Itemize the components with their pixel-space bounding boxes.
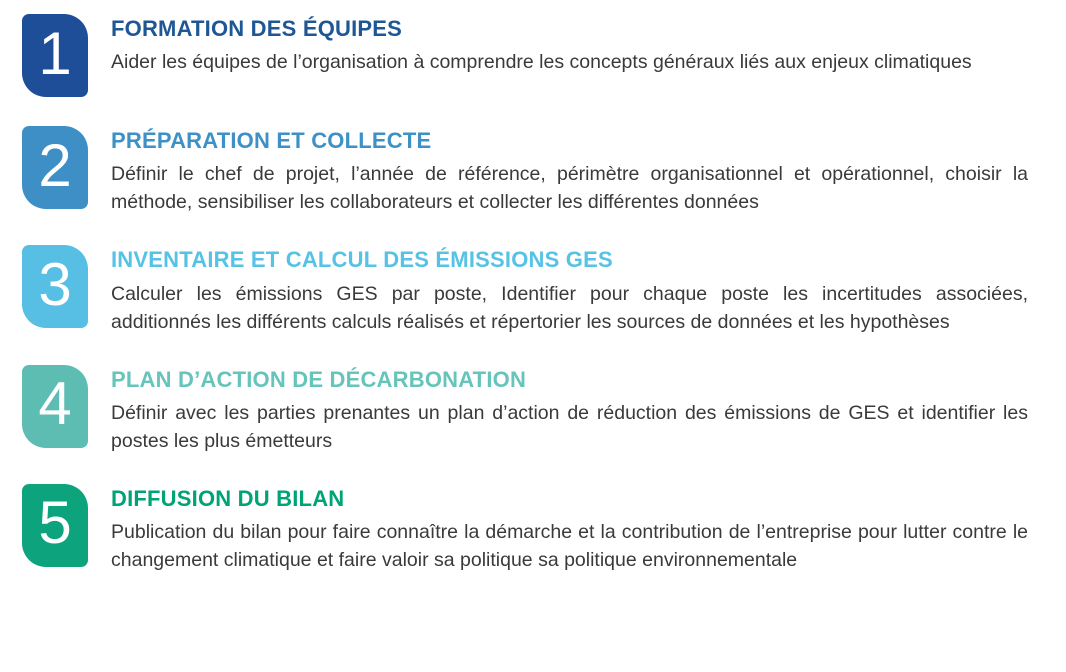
step-3-description: Calculer les émissions GES par poste, Identifier pour chaque poste les incertitudes associées, additionnés les différents calculs réalisés et répertorier les sources de données et les hypothèses — [111, 282, 1028, 333]
step-3-number: 3 — [38, 250, 72, 318]
step-3-title: INVENTAIRE ET CALCUL DES ÉMISSIONS GES — [111, 247, 613, 273]
step-4-number-badge — [22, 365, 88, 448]
step-1 — [22, 14, 1028, 97]
step-2-title: PRÉPARATION ET COLLECTE — [111, 128, 432, 153]
step-3-content — [111, 245, 1028, 335]
step-5-number-badge — [22, 484, 88, 567]
step-1-content — [111, 14, 1028, 76]
step-2-content — [111, 126, 1028, 216]
step-1-number: 1 — [38, 19, 72, 87]
step-4 — [22, 365, 1028, 455]
step-5-description: Publication du bilan pour faire connaître la démarche et la contribution de l’entreprise pour lutter contre le changement climatique et faire valoir sa politique sa politique environnementale — [111, 521, 1028, 572]
step-3-number-badge — [22, 245, 88, 328]
step-5-number: 5 — [38, 489, 72, 557]
step-2-number-badge — [22, 126, 88, 209]
step-4-content — [111, 365, 1028, 455]
step-5-title: DIFFUSION DU BILAN — [111, 485, 345, 511]
step-1-description: Aider les équipes de l’organisation à comprendre les concepts généraux liés aux enjeux climatiques — [111, 51, 972, 74]
step-5 — [22, 484, 1028, 574]
step-1-title: FORMATION DES ÉQUIPES — [111, 16, 403, 41]
step-4-description: Définir avec les parties prenantes un plan d’action de réduction des émissions de GES et identifier les postes les plus émetteurs — [111, 401, 1028, 452]
step-1-number-badge — [22, 14, 88, 97]
step-4-title: PLAN D’ACTION DE DÉCARBONATION — [111, 366, 527, 392]
step-4-number: 4 — [38, 370, 72, 438]
step-2 — [22, 126, 1028, 216]
step-3 — [22, 245, 1028, 335]
step-2-number: 2 — [38, 131, 72, 199]
step-2-description: Définir le chef de projet, l’année de référence, périmètre organisationnel et opérationnel, choisir la méthode, sensibiliser les collaborateurs et collecter les différentes données — [111, 163, 1028, 214]
step-5-content — [111, 484, 1028, 574]
